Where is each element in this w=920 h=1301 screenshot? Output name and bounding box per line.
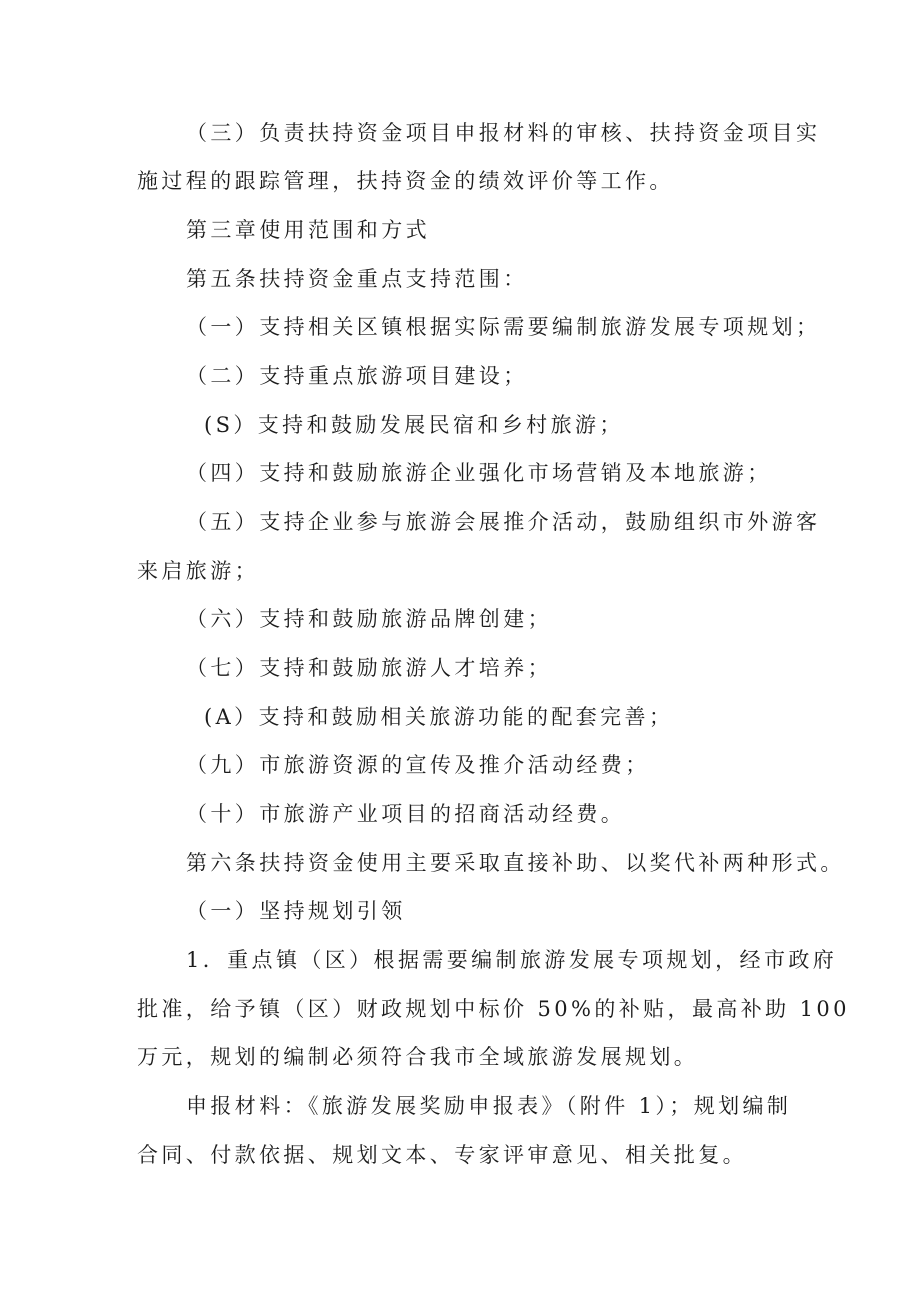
text-line-14: （九）市旅游资源的宣传及推介活动经费； [186,753,650,777]
text-line-10: 来启旅游； [137,559,259,583]
text-line-19: 批准，给予镇（区）财政规划中标价 50%的补贴，最高补助 100 [137,997,850,1021]
text-line-15: （十）市旅游产业项目的招商活动经费。 [186,802,626,826]
text-line-7: (S）支持和鼓励发展民宿和乡村旅游； [204,413,624,437]
text-line-6: （二）支持重点旅游项目建设； [186,364,528,388]
article-six-heading: 第六条扶持资金使用主要采取直接补助、以奖代补两种形式。 [186,851,845,875]
text-line-8: （四）支持和鼓励旅游企业强化市场营销及本地旅游； [186,461,772,485]
text-line-1: （三）负责扶持资金项目申报材料的审核、扶持资金项目实 [186,121,821,145]
text-line-22: 合同、付款依据、规划文本、专家评审意见、相关批复。 [137,1143,747,1167]
text-line-12: （七）支持和鼓励旅游人才培养； [186,656,552,680]
text-line-21: 申报材料：《旅游发展奖励申报表》（附件 1）；规划编制 [186,1094,792,1118]
article-heading: 第五条扶持资金重点支持范围： [186,267,528,291]
text-line-18: 1．重点镇（区）根据需要编制旅游发展专项规划，经市政府 [186,948,838,972]
text-line-13: (A）支持和鼓励相关旅游功能的配套完善； [204,705,674,729]
text-line-2: 施过程的跟踪管理，扶持资金的绩效评价等工作。 [137,169,674,193]
text-line-11: （六）支持和鼓励旅游品牌创建； [186,607,552,631]
text-line-20: 万元，规划的编制必须符合我市全域旅游发展规划。 [137,1045,699,1069]
chapter-heading: 第三章使用范围和方式 [186,218,430,242]
text-line-9: （五）支持企业参与旅游会展推介活动，鼓励组织市外游客 [186,510,821,534]
text-line-5: （一）支持相关区镇根据实际需要编制旅游发展专项规划； [186,315,821,339]
text-line-17: （一）坚持规划引领 [186,899,406,923]
